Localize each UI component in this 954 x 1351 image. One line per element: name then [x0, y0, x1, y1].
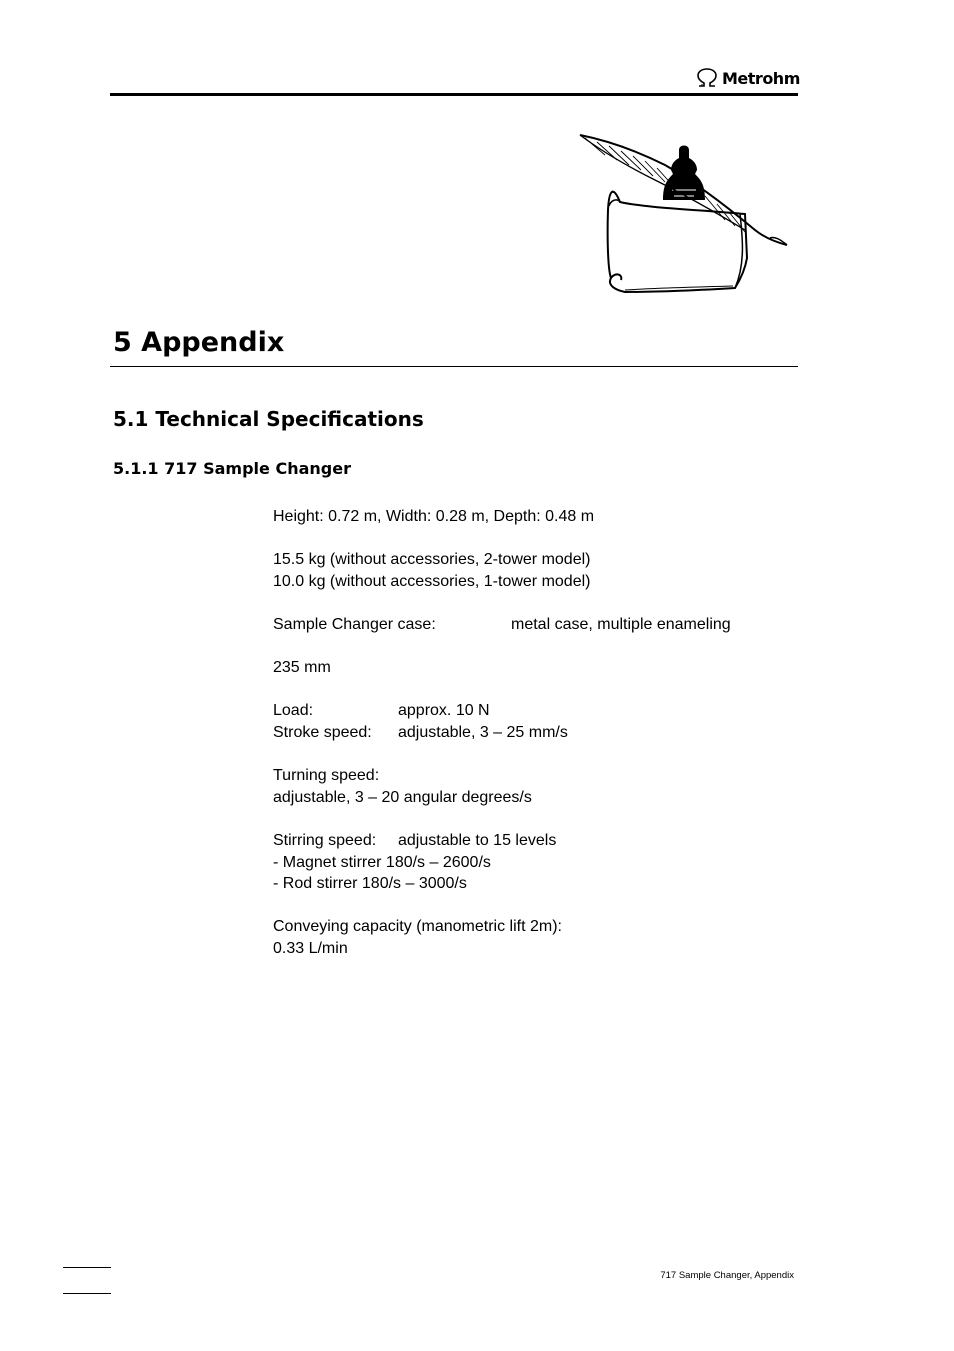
- header-rule: [110, 93, 798, 96]
- subsection-title: 5.1.1 717 Sample Changer: [113, 459, 351, 478]
- footer-rule-top: [63, 1267, 111, 1268]
- spec-load-value: approx. 10 N: [398, 702, 490, 720]
- chapter-title: 5 Appendix: [113, 327, 285, 358]
- spec-turning-speed-label: Turning speed:: [273, 767, 380, 785]
- spec-stroke-speed-label: Stroke speed:: [273, 723, 372, 741]
- spec-stirring-speed-label: Stirring speed:: [273, 831, 377, 849]
- spec-material-value: metal case, multiple enameling: [511, 615, 731, 633]
- omega-icon: [695, 68, 719, 88]
- footer-rule-bottom: [63, 1293, 111, 1294]
- spec-stroke-height: 235 mm: [273, 659, 331, 677]
- spec-turning-speed-value: adjustable, 3 – 20 angular degrees/s: [273, 788, 532, 806]
- chapter-rule: [110, 366, 798, 367]
- spec-stroke-speed-value: adjustable, 3 – 25 mm/s: [398, 723, 568, 741]
- spec-material-label: Sample Changer case:: [273, 615, 436, 633]
- spec-stroke-speed: [273, 722, 793, 744]
- spec-stirring-speed-value: adjustable to 15 levels: [398, 831, 557, 849]
- spec-rod-stirrer: - Rod stirrer 180/s – 3000/s: [273, 875, 467, 893]
- spec-list: [273, 506, 793, 959]
- spec-magnet-stirrer: - Magnet stirrer 180/s – 2600/s: [273, 853, 491, 871]
- section-title: 5.1 Technical Specifications: [113, 407, 424, 431]
- spec-load: [273, 700, 793, 722]
- spec-conveying-value: 0.33 L/min: [273, 939, 348, 957]
- quill-and-scroll-icon: [575, 130, 790, 300]
- brand-name: Metrohm: [722, 68, 800, 88]
- metrohm-logo: [695, 66, 800, 90]
- spec-material: [273, 614, 793, 636]
- spec-weight-1tower: 10.0 kg (without accessories, 1-tower model): [273, 572, 591, 590]
- spec-dimensions: Height: 0.72 m, Width: 0.28 m, Depth: 0.48 m: [273, 508, 595, 525]
- spec-stirring-speed: [273, 830, 793, 852]
- footer-text: 717 Sample Changer, Appendix: [660, 1270, 794, 1281]
- spec-conveying-label: Conveying capacity (manometric lift 2m):: [273, 918, 562, 936]
- spec-weight-2tower: 15.5 kg (without accessories, 2-tower model): [273, 551, 591, 569]
- spec-load-label: Load:: [273, 702, 314, 720]
